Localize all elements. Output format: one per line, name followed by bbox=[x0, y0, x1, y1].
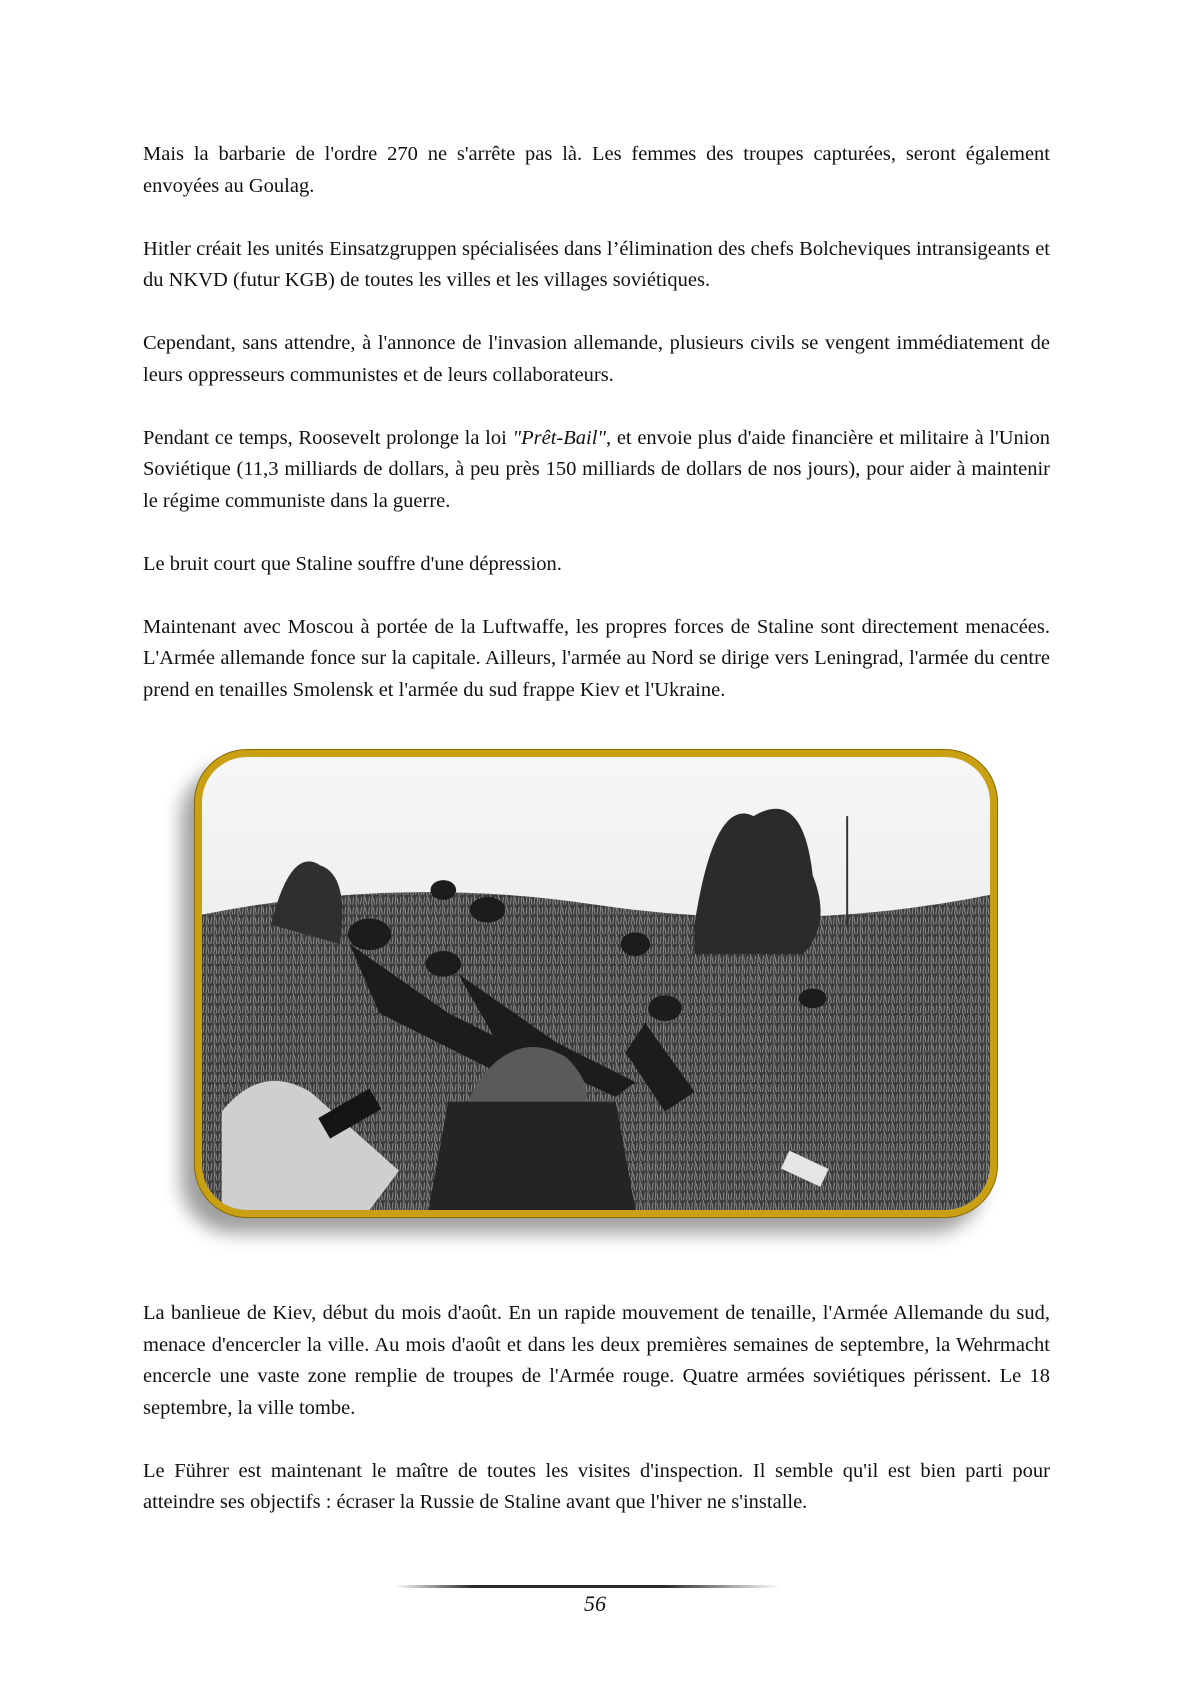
pret-bail-emphasis: "Prêt-Bail" bbox=[512, 426, 607, 449]
soldiers-photo bbox=[202, 757, 990, 1210]
body-text-bottom bbox=[143, 1298, 1050, 1550]
body-text-top bbox=[143, 139, 1050, 738]
paragraph-pret-bail bbox=[143, 423, 1050, 518]
footer-divider bbox=[395, 1585, 780, 1588]
paragraph-einsatzgruppen: Hitler créait les unités Einsatzgruppen spécialisées dans l’élimination des chefs Bolcheviques intransigeants et du NKVD (futur KGB) de toutes les villes et les villages soviétiques. bbox=[143, 237, 1050, 291]
paragraph-kiev: La banlieue de Kiev, début du mois d'août. En un rapide mouvement de tenaille, l'Armée Allemande du sud, menace d'encercler la ville. Au mois d'août et dans les deux premières semaines de septembre, la Wehrmacht encercle une vaste zone remplie de troupes de l'Armée rouge. Quatre armées soviétiques périssent. Le 18 septembre, la ville tombe. bbox=[143, 1302, 1050, 1419]
paragraph-depression: Le bruit court que Staline souffre d'une dépression. bbox=[143, 552, 562, 575]
pret-bail-text-after: , et envoie plus d'aide financière et militaire à l'Union Soviétique (11,3 milliards de dollars, à peu près 150 milliards de dollars de nos jours), pour aider à maintenir le régime communiste dans la guerre. bbox=[143, 426, 1050, 512]
paragraph-civils: Cependant, sans attendre, à l'annonce de l'invasion allemande, plusieurs civils se vengent immédiatement de leurs oppresseurs communistes et de leurs collaborateurs. bbox=[143, 332, 1050, 386]
pret-bail-text-before: Pendant ce temps, Roosevelt prolonge la loi bbox=[143, 426, 513, 449]
paragraph-fuhrer: Le Führer est maintenant le maître de toutes les visites d'inspection. Il semble qu'il est bien parti pour atteindre ses objectifs : écraser la Russie de Staline avant que l'hiver ne s'installe. bbox=[143, 1459, 1050, 1513]
page-number: 56 bbox=[584, 1591, 606, 1616]
photo-illustration bbox=[202, 757, 990, 1210]
paragraph-moscou: Maintenant avec Moscou à portée de la Luftwaffe, les propres forces de Staline sont directement menacées. L'Armée allemande fonce sur la capitale. Ailleurs, l'armée au Nord se dirige vers Leningrad, l'armée du centre prend en tenailles Smolensk et l'armée du sud frappe Kiev et l'Ukraine. bbox=[143, 615, 1050, 701]
photo-frame bbox=[195, 750, 997, 1217]
paragraph-ordre-270: Mais la barbarie de l'ordre 270 ne s'arrête pas là. Les femmes des troupes capturées, seront également envoyées au Goulag. bbox=[143, 143, 1050, 197]
